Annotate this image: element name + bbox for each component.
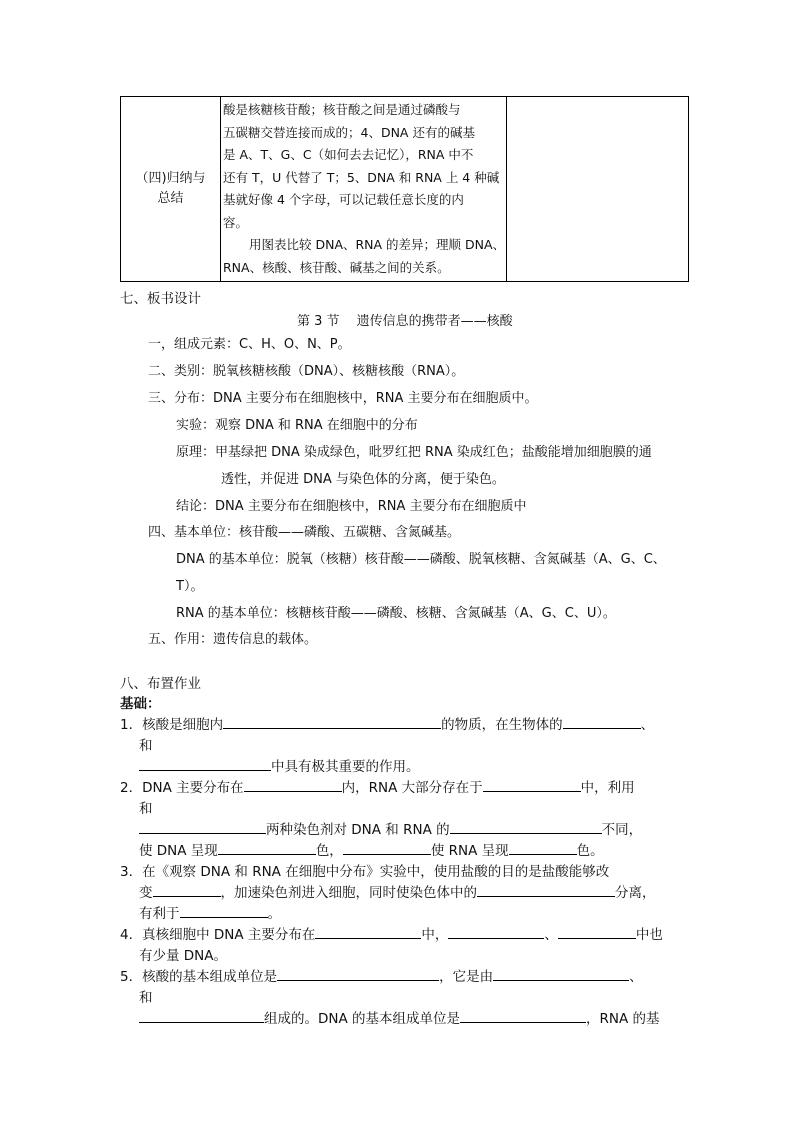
board-item: 五、作用：遗传信息的载体。 bbox=[148, 632, 318, 647]
content-line: 还有 T，U 代替了 T；5、DNA 和 RNA 上 4 种碱 bbox=[223, 169, 500, 185]
homework-heading: 八、布置作业 bbox=[120, 676, 201, 692]
question-line: 和 bbox=[139, 801, 153, 817]
content-line: RNA、核酸、核苷酸、碱基之间的关系。 bbox=[223, 259, 450, 275]
question-line: 2．DNA 主要分布在 内，RNA 大部分存在于 中，利用 bbox=[120, 780, 635, 796]
content-line: 用图表比较 DNA、RNA 的差异；理顺 DNA、 bbox=[249, 237, 506, 252]
question-line: 和 bbox=[139, 990, 153, 1006]
question-line: 两种染色剂对 DNA 和 RNA 的 不同， bbox=[139, 818, 642, 838]
answer-blank[interactable] bbox=[450, 821, 602, 834]
question-line: 中具有极其重要的作用。 bbox=[139, 755, 420, 775]
question-line: 4．真核细胞中 DNA 主要分布在 中， 、 中也 bbox=[120, 927, 663, 943]
empty-cell bbox=[507, 97, 689, 282]
content-line: 酸是核糖核苷酸；核苷酸之间是通过磷酸与 bbox=[223, 102, 461, 117]
answer-blank[interactable] bbox=[493, 968, 629, 981]
board-item: 结论：DNA 主要分布在细胞核中，RNA 主要分布在细胞质中 bbox=[176, 499, 527, 514]
answer-blank[interactable] bbox=[139, 1010, 264, 1023]
answer-blank[interactable] bbox=[448, 926, 544, 939]
question-line: 使 DNA 呈现 色， 使 RNA 呈现 色。 bbox=[139, 843, 604, 859]
answer-blank[interactable] bbox=[509, 842, 577, 855]
board-item: RNA 的基本单位：核糖核苷酸——磷酸、核糖、含氮碱基（A、G、C、U）。 bbox=[176, 606, 616, 621]
board-item: 四、基本单位：核苷酸——磷酸、五碳糖、含氮碱基。 bbox=[148, 525, 461, 540]
answer-blank[interactable] bbox=[460, 1010, 586, 1023]
summary-table bbox=[120, 96, 689, 282]
board-item: 三、分布：DNA 主要分布在细胞核中，RNA 主要分布在细胞质中。 bbox=[148, 391, 538, 406]
answer-blank[interactable] bbox=[315, 926, 421, 939]
board-item: 透性，并促进 DNA 与染色体的分离，便于染色。 bbox=[221, 472, 505, 487]
question-line: 1．核酸是细胞内 的物质，在生物体的 、 bbox=[120, 717, 655, 733]
row-label-line: （四)归纳与 bbox=[135, 171, 206, 186]
answer-blank[interactable] bbox=[483, 779, 581, 792]
question-line: 和 bbox=[139, 738, 153, 754]
content-line: 容。 bbox=[223, 214, 249, 230]
board-heading: 七、板书设计 bbox=[120, 291, 201, 307]
answer-blank[interactable] bbox=[343, 842, 431, 855]
homework-subheading: 基础： bbox=[120, 696, 161, 712]
board-item: T）。 bbox=[176, 579, 204, 594]
answer-blank[interactable] bbox=[558, 926, 636, 939]
board-item: 实验：观察 DNA 和 RNA 在细胞中的分布 bbox=[176, 418, 418, 433]
question-line: 有利于 。 bbox=[139, 906, 281, 922]
board-item: DNA 的基本单位：脱氧（核糖）核苷酸——磷酸、脱氧核糖、含氮碱基（A、G、C、 bbox=[176, 552, 666, 567]
answer-blank[interactable] bbox=[139, 821, 266, 834]
answer-blank[interactable] bbox=[244, 779, 342, 792]
answer-blank[interactable] bbox=[153, 884, 221, 897]
answer-blank[interactable] bbox=[223, 716, 441, 729]
question-line: 5．核酸的基本组成单位是 ，它是由 、 bbox=[120, 969, 643, 985]
answer-blank[interactable] bbox=[563, 716, 641, 729]
question-line: 组成的。DNA 的基本组成单位是 ，RNA 的基 bbox=[139, 1007, 660, 1027]
question-line: 3．在《观察 DNA 和 RNA 在细胞中分布》实验中，使用盐酸的目的是盐酸能够改 bbox=[120, 864, 610, 880]
board-title: 第 3 节 遗传信息的携带者——核酸 bbox=[297, 314, 513, 329]
board-item: 一，组成元素：C、H、O、N、P。 bbox=[148, 337, 351, 352]
content-cell bbox=[221, 97, 507, 282]
row-label-line: 总结 bbox=[157, 191, 184, 206]
answer-blank[interactable] bbox=[477, 884, 615, 897]
question-line: 有少量 DNA。 bbox=[139, 948, 228, 964]
row-label-cell bbox=[121, 97, 221, 282]
table-row bbox=[121, 97, 689, 282]
answer-blank[interactable] bbox=[218, 842, 316, 855]
content-line: 基就好像 4 个字母，可以记载任意长度的内 bbox=[223, 192, 464, 207]
question-line: 变 ，加速染色剂进入细胞，同时使染色体中的 分离， bbox=[139, 885, 656, 901]
content-line: 是 A、T、G、C（如何去去记忆），RNA 中不 bbox=[223, 147, 474, 162]
board-item: 二、类别：脱氧核糖核酸（DNA）、核糖核酸（RNA）。 bbox=[148, 364, 465, 379]
answer-blank[interactable] bbox=[180, 905, 268, 918]
board-item: 原理：甲基绿把 DNA 染成绿色，吡罗红把 RNA 染成红色；盐酸能增加细胞膜的通 bbox=[176, 445, 652, 460]
content-line: 五碳糖交替连接而成的；4、DNA 还有的碱基 bbox=[223, 124, 475, 140]
answer-blank[interactable] bbox=[139, 758, 271, 771]
answer-blank[interactable] bbox=[277, 968, 439, 981]
